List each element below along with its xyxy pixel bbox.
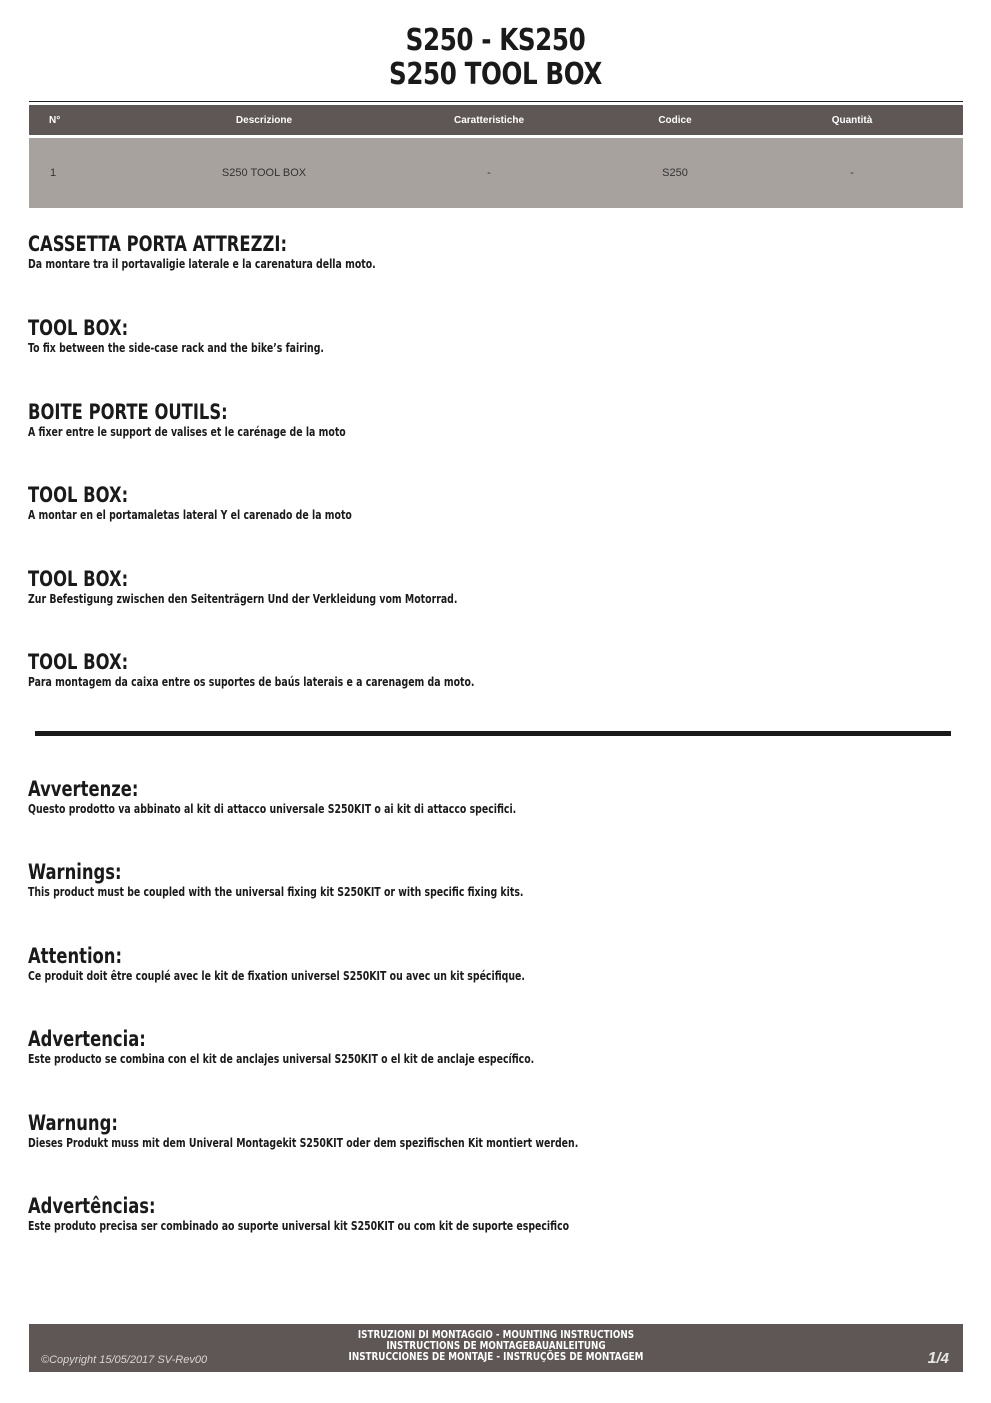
- warning-heading: Warnung:: [28, 1111, 118, 1135]
- page-footer: [29, 1324, 963, 1372]
- description-spanish: [28, 483, 958, 523]
- section-heading: CASSETTA PORTA ATTREZZI:: [28, 232, 287, 256]
- section-heading: TOOL BOX:: [28, 567, 129, 591]
- cell-number: 1: [29, 138, 159, 208]
- warning-english: [28, 860, 958, 900]
- warning-text: Ce produit doit être couplé avec le kit de fixation universel S250KIT ou avec un kit spécifique.: [28, 969, 525, 983]
- section-text: Da montare tra il portavaligie laterale e la carenatura della moto.: [28, 257, 376, 271]
- warning-heading: Attention:: [28, 944, 123, 968]
- description-portuguese: [28, 650, 958, 690]
- description-english: [28, 316, 958, 356]
- col-header-number: N°: [29, 105, 159, 135]
- description-german: [28, 567, 958, 607]
- warning-heading: Advertencia:: [28, 1027, 146, 1051]
- warning-heading: Warnings:: [28, 860, 122, 884]
- section-divider: [35, 731, 951, 736]
- section-text: Zur Befestigung zwischen den Seitenträgern Und der Verkleidung vom Motorrad.: [28, 592, 458, 606]
- table-row: [29, 138, 963, 208]
- footer-line-2: INSTRUCTIONS DE MONTAGEBAUANLEITUNG: [386, 1339, 606, 1352]
- parts-table: [29, 105, 963, 208]
- page-current: 1: [927, 1350, 937, 1367]
- description-french: [28, 400, 958, 440]
- cell-description: S250 TOOL BOX: [159, 138, 369, 208]
- warning-text: This product must be coupled with the universal fixing kit S250KIT or with specific fixing kits.: [28, 885, 524, 899]
- section-heading: TOOL BOX:: [28, 316, 129, 340]
- section-text: Para montagem da caixa entre os suportes de baús laterais e a carenagem da moto.: [28, 675, 475, 689]
- warning-spanish: [28, 1027, 958, 1067]
- section-text: A montar en el portamaletas lateral Y el carenado de la moto: [28, 508, 352, 522]
- document-title: [0, 24, 991, 92]
- warning-italian: [28, 777, 958, 817]
- col-header-code: Codice: [609, 105, 741, 135]
- warning-heading: Avvertenze:: [28, 777, 139, 801]
- warning-text: Dieses Produkt muss mit dem Univeral Montagekit S250KIT oder dem spezifischen Kit montiert werden.: [28, 1136, 579, 1150]
- page-total: /4: [936, 1350, 949, 1367]
- col-header-characteristics: Caratteristiche: [369, 105, 609, 135]
- title-line-product: S250 TOOL BOX: [389, 57, 602, 92]
- parts-table-header: [29, 105, 963, 135]
- title-divider: [29, 101, 963, 102]
- section-text: A fixer entre le support de valises et le carénage de la moto: [28, 425, 346, 439]
- copyright-notice: ©Copyright 15/05/2017 SV-Rev00: [41, 1354, 208, 1366]
- warning-text: Este produto precisa ser combinado ao suporte universal kit S250KIT ou com kit de suporte especifico: [28, 1219, 570, 1233]
- footer-line-1: ISTRUZIONI DI MONTAGGIO - MOUNTING INSTRUCTIONS: [357, 1328, 635, 1341]
- section-text: To fix between the side-case rack and the bike’s fairing.: [28, 341, 324, 355]
- footer-line-3: INSTRUCCIONES DE MONTAJE - INSTRUÇÕES DE MONTAGEM: [348, 1350, 644, 1363]
- warning-text: Questo prodotto va abbinato al kit di attacco universale S250KIT o ai kit di attacco specifici.: [28, 802, 517, 816]
- title-line-models: S250 - KS250: [405, 23, 586, 58]
- cell-quantity: -: [741, 138, 963, 208]
- warning-german: [28, 1111, 958, 1151]
- cell-code: S250: [609, 138, 741, 208]
- warning-portuguese: [28, 1194, 958, 1234]
- warning-text: Este producto se combina con el kit de anclajes universal S250KIT o el kit de anclaje específico.: [28, 1052, 535, 1066]
- col-header-description: Descrizione: [159, 105, 369, 135]
- section-heading: TOOL BOX:: [28, 650, 129, 674]
- section-heading: BOITE PORTE OUTILS:: [28, 400, 228, 424]
- warning-french: [28, 944, 958, 984]
- warning-heading: Advertências:: [28, 1194, 156, 1218]
- description-italian: [28, 232, 958, 272]
- section-heading: TOOL BOX:: [28, 483, 129, 507]
- col-header-quantity: Quantità: [741, 105, 963, 135]
- cell-characteristics: -: [369, 138, 609, 208]
- footer-title: [29, 1329, 963, 1362]
- page-number: [928, 1350, 949, 1368]
